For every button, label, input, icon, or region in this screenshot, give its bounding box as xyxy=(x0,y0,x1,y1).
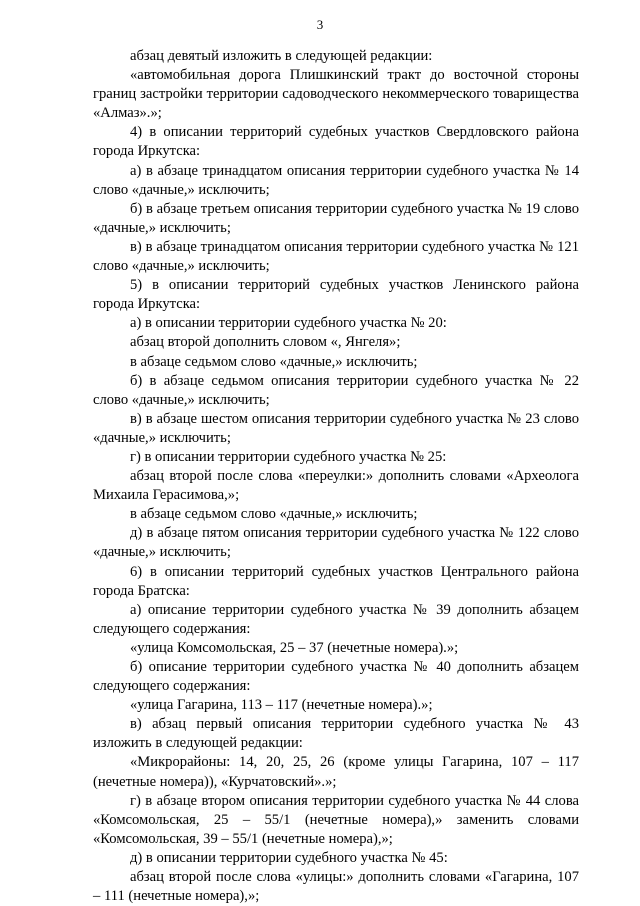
paragraph: а) в абзаце тринадцатом описания территории судебного участка № 14 слово «дачные,» исключить; xyxy=(93,162,579,198)
paragraph: абзац девятый изложить в следующей редакции: xyxy=(130,48,433,64)
paragraph: в) в абзаце тринадцатом описания территории судебного участка № 121 слово «дачные,» исключить; xyxy=(93,238,579,275)
paragraph: «Микрорайоны: 14, 20, 25, 26 (кроме улицы Гагарина, 107 – 117 (нечетные номера)), «Курчатовский».»; xyxy=(93,754,579,790)
paragraph: а) в описании территории судебного участка № 20: xyxy=(130,315,447,332)
paragraph: г) в описании территории судебного участка № 25: xyxy=(130,448,447,465)
paragraph: а) описание территории судебного участка № 39 дополнить абзацем следующего содержания: xyxy=(93,601,579,637)
paragraph: б) в абзаце седьмом описания территории судебного участка № 22 слово «дачные,» исключить; xyxy=(93,372,579,408)
paragraph: б) описание территории судебного участка № 40 дополнить абзацем следующего содержания: xyxy=(93,659,579,695)
paragraph: «автомобильная дорога Плишкинский тракт до восточной стороны границ застройки территории садоводческого некоммерческого товарищества «Алмаз».»; xyxy=(93,67,579,122)
paragraph: абзац второй после слова «улицы:» дополнить словами «Гагарина, 107 – 111 (нечетные номера),»; xyxy=(93,869,579,905)
document-body xyxy=(93,47,579,906)
paragraph: абзац второй после слова «переулки:» дополнить словами «Археолога Михаила Герасимова,»; xyxy=(93,468,579,504)
paragraph: в абзаце седьмом слово «дачные,» исключить; xyxy=(130,506,418,523)
paragraph: «улица Гагарина, 113 – 117 (нечетные номера).»; xyxy=(130,697,433,714)
paragraph: 5) в описании территорий судебных участков Ленинского района города Иркутска: xyxy=(93,277,579,313)
paragraph: 4) в описании территорий судебных участков Свердловского района города Иркутска: xyxy=(93,124,579,160)
paragraph: б) в абзаце третьем описания территории судебного участка № 19 слово «дачные,» исключить; xyxy=(93,200,579,236)
paragraph: д) в описании территории судебного участка № 45: xyxy=(130,849,448,866)
paragraph: «улица Комсомольская, 25 – 37 (нечетные номера).»; xyxy=(130,639,459,656)
page-number: 3 xyxy=(316,17,324,32)
paragraph: 6) в описании территорий судебных участков Центрального района города Братска: xyxy=(93,563,579,599)
paragraph: д) в абзаце пятом описания территории судебного участка № 122 слово «дачные,» исключить; xyxy=(93,525,579,561)
paragraph: г) в абзаце втором описания территории судебного участка № 44 слова «Комсомольская, 25 – 55/1 (нечетные номера),» заменить словами «Комсомольская, 39 – 55/1 (нечетные номера),»; xyxy=(93,792,579,847)
paragraph: в абзаце седьмом слово «дачные,» исключить; xyxy=(130,353,418,370)
paragraph: абзац второй дополнить словом «, Янгеля»; xyxy=(130,334,401,351)
paragraph: в) абзац первый описания территории судебного участка № 43 изложить в следующей редакции: xyxy=(93,716,579,752)
paragraph: в) в абзаце шестом описания территории судебного участка № 23 слово «дачные,» исключить; xyxy=(93,410,579,446)
